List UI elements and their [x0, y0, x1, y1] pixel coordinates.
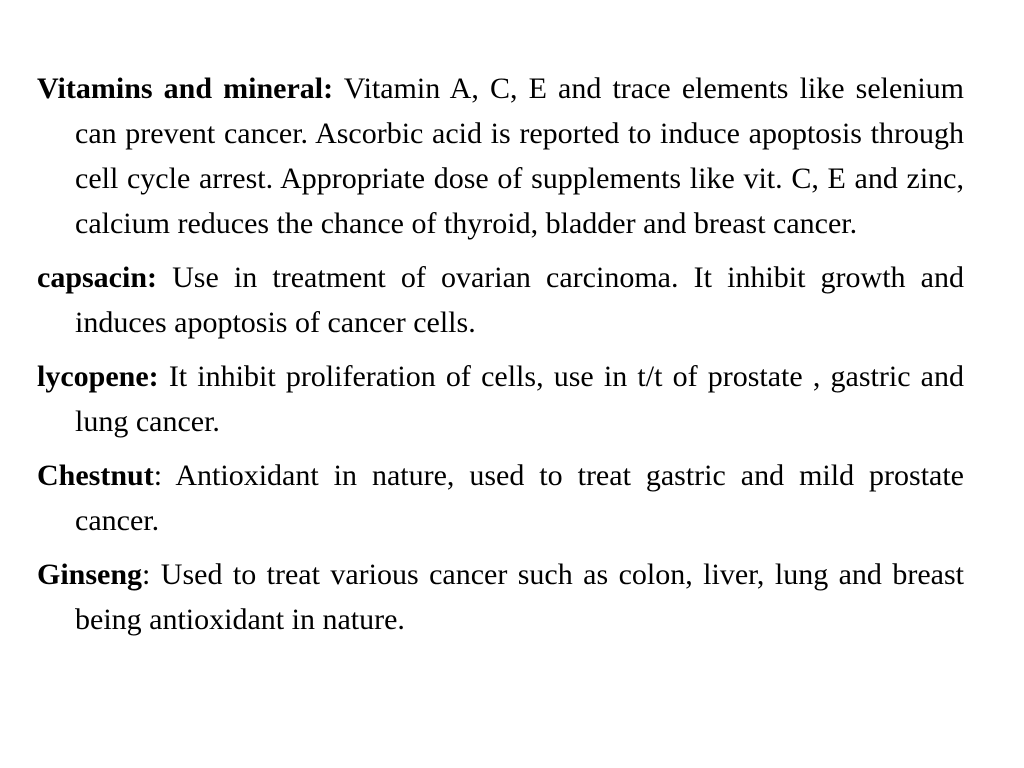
entry-ginseng	[37, 552, 964, 642]
entry-term: lycopene:	[37, 360, 159, 393]
entry-separator	[159, 360, 169, 393]
entry-lycopene	[37, 354, 964, 444]
entry-term: Ginseng	[37, 558, 143, 591]
entry-separator: :	[153, 459, 176, 492]
entry-text: Used to treat various cancer such as colon, liver, lung and breast being antioxidant in nature.	[75, 558, 964, 636]
entry-chestnut	[37, 453, 964, 543]
entry-text: Vitamin A, C, E and trace elements like selenium can prevent cancer. Ascorbic acid is reported to induce apoptosis through cell cycle arrest. Appropriate dose of supplements like vit. C, E and zinc, calcium reduces the chance of thyroid, bladder and breast cancer.	[75, 72, 964, 240]
entry-vitamins-and-mineral	[37, 66, 964, 246]
entry-text: It inhibit proliferation of cells, use in t/t of prostate , gastric and lung cancer.	[75, 360, 965, 438]
entry-text: Antioxidant in nature, used to treat gastric and mild prostate cancer.	[75, 459, 965, 537]
entry-separator	[157, 261, 172, 294]
entry-term: capsacin:	[37, 261, 157, 294]
entry-capsacin	[37, 255, 964, 345]
entry-term: Chestnut	[37, 459, 154, 492]
entry-text: Use in treatment of ovarian carcinoma. It inhibit growth and induces apoptosis of cancer cells.	[75, 261, 964, 339]
entry-separator	[333, 72, 344, 105]
entry-separator: :	[142, 558, 161, 591]
entry-term: Vitamins and mineral:	[37, 72, 334, 105]
